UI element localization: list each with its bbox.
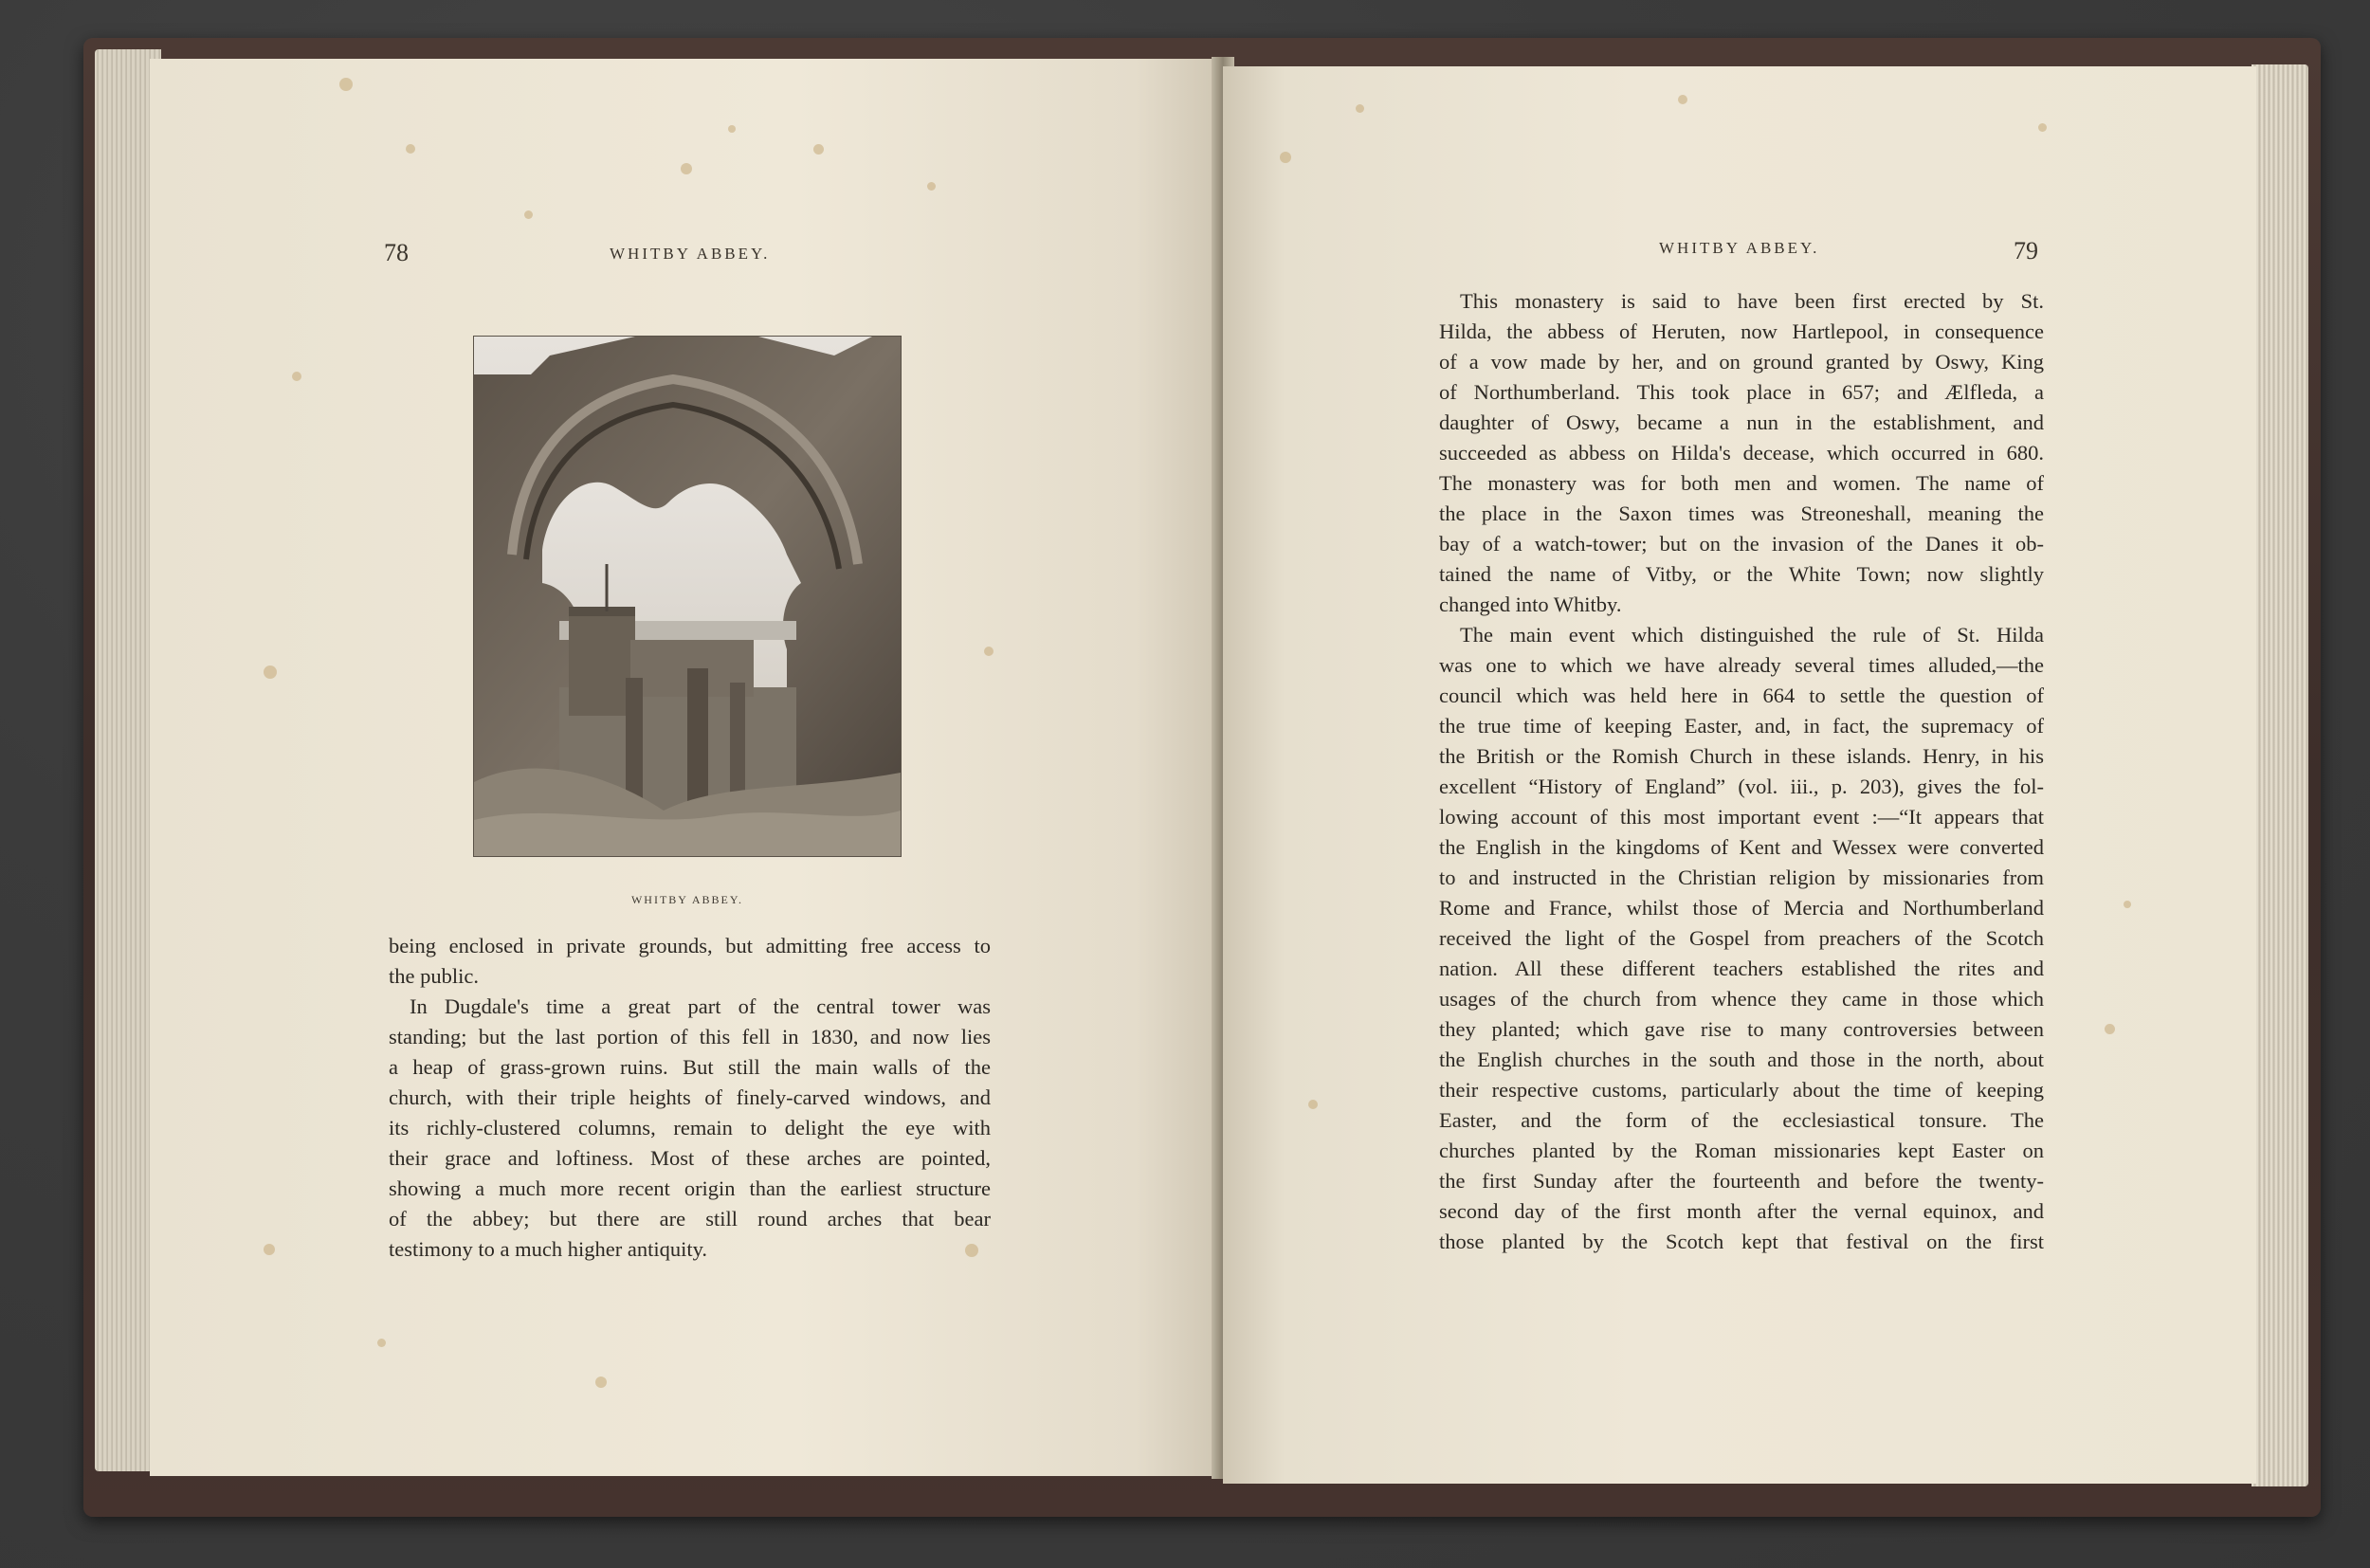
foxing-spot [339, 78, 353, 91]
foxing-spot [595, 1377, 607, 1388]
text-line: The monastery was for both men and women. The name of [1439, 471, 2044, 495]
text-line: the British or the Romish Church in these islands. Henry, in his [1439, 744, 2044, 768]
text-line: the English churches in the south and those in the north, about [1439, 1048, 2044, 1071]
foxing-spot [1678, 95, 1687, 104]
text-line: lowing account of this most important event :—“It appears that [1439, 805, 2044, 829]
text-line: succeeded as abbess on Hilda's decease, which occurred in 680. [1439, 441, 2044, 465]
foxing-spot [927, 182, 936, 191]
text-line: of the abbey; but there are still round arches that bear [389, 1207, 991, 1231]
text-line: of a vow made by her, and on ground granted by Oswy, King [1439, 350, 2044, 374]
text-line: Rome and France, whilst those of Mercia and Northumberland [1439, 896, 2044, 920]
text-line: was one to which we have already several times alluded,—the [1439, 653, 2044, 677]
text-line: their respective customs, particularly about the time of keeping [1439, 1078, 2044, 1102]
abbey-ruin-photograph [474, 337, 901, 856]
photo-caption: WHITBY ABBEY. [630, 893, 743, 906]
left-page-body-text [389, 931, 991, 1265]
foxing-spot [377, 1339, 386, 1347]
foxing-spot [292, 372, 301, 381]
foxing-spot [2038, 123, 2047, 132]
text-line: those planted by the Scotch kept that festival on the first [1439, 1230, 2044, 1253]
text-line: church, with their triple heights of finely-carved windows, and [389, 1085, 991, 1109]
page-stack-right [2252, 64, 2308, 1486]
text-line: bay of a watch-tower; but on the invasion of the Danes it ob- [1439, 532, 2044, 556]
foxing-spot [524, 210, 533, 219]
text-line: tained the name of Vitby, or the White Town; now slightly [1439, 562, 2044, 586]
text-line: the place in the Saxon times was Streoneshall, meaning the [1439, 501, 2044, 525]
text-line: the English in the kingdoms of Kent and Wessex were converted [1439, 835, 2044, 859]
foxing-spot [1356, 104, 1364, 113]
text-line: the public. [389, 964, 479, 988]
text-line: the true time of keeping Easter, and, in fact, the supremacy of [1439, 714, 2044, 738]
running-head-right: WHITBY ABBEY. [1659, 239, 1820, 257]
foxing-spot [1308, 1100, 1318, 1109]
foxing-spot [264, 665, 277, 679]
page-number-right: 79 [2014, 237, 2038, 264]
text-line: to and instructed in the Christian religion by missionaries from [1439, 866, 2044, 889]
text-line: showing a much more recent origin than the earliest structure [389, 1176, 991, 1200]
running-head-left: WHITBY ABBEY. [610, 245, 771, 263]
foxing-spot [406, 144, 415, 154]
text-line: being enclosed in private grounds, but admitting free access to [389, 934, 991, 957]
foxing-spot [728, 125, 736, 133]
text-line: their grace and loftiness. Most of these arches are pointed, [389, 1146, 991, 1170]
foxing-spot [984, 647, 994, 656]
text-line: standing; but the last portion of this fell in 1830, and now lies [389, 1025, 991, 1048]
foxing-spot [1280, 152, 1291, 163]
text-line: nation. All these different teachers established the rites and [1439, 957, 2044, 980]
text-line: received the light of the Gospel from preachers of the Scotch [1439, 926, 2044, 950]
foxing-spot [2124, 901, 2131, 908]
text-line: the first Sunday after the fourteenth and before the twenty- [1439, 1169, 2044, 1193]
text-line: they planted; which gave rise to many controversies between [1439, 1017, 2044, 1041]
text-line: council which was held here in 664 to settle the question of [1439, 684, 2044, 707]
text-line: of Northumberland. This took place in 657; and Ælfleda, a [1439, 380, 2044, 404]
text-line: The main event which distinguished the rule of St. Hilda [1460, 623, 2044, 647]
foxing-spot [681, 163, 692, 174]
page-number-left: 78 [384, 239, 409, 266]
text-line: In Dugdale's time a great part of the central tower was [410, 994, 991, 1018]
text-line: churches planted by the Roman missionaries kept Easter on [1439, 1139, 2044, 1162]
text-line: This monastery is said to have been first erected by St. [1460, 289, 2044, 313]
text-line: Hilda, the abbess of Heruten, now Hartlepool, in consequence [1439, 319, 2044, 343]
abbey-ruin-photo-icon [474, 337, 901, 856]
text-line: excellent “History of England” (vol. iii., p. 203), gives the fol- [1439, 775, 2044, 798]
text-line: a heap of grass-grown ruins. But still the main walls of the [389, 1055, 991, 1079]
text-line: usages of the church from whence they came in those which [1439, 987, 2044, 1011]
foxing-spot [813, 144, 824, 155]
text-line: daughter of Oswy, became a nun in the establishment, and [1439, 410, 2044, 434]
text-line: second day of the first month after the vernal equinox, and [1439, 1199, 2044, 1223]
text-line: Easter, and the form of the ecclesiastical tonsure. The [1439, 1108, 2044, 1132]
foxing-spot [264, 1244, 275, 1255]
right-page-body-text [1439, 286, 2044, 1257]
foxing-spot [2105, 1024, 2115, 1034]
text-line: changed into Whitby. [1439, 593, 1622, 616]
text-line: its richly-clustered columns, remain to delight the eye with [389, 1116, 991, 1140]
text-line: testimony to a much higher antiquity. [389, 1237, 707, 1261]
